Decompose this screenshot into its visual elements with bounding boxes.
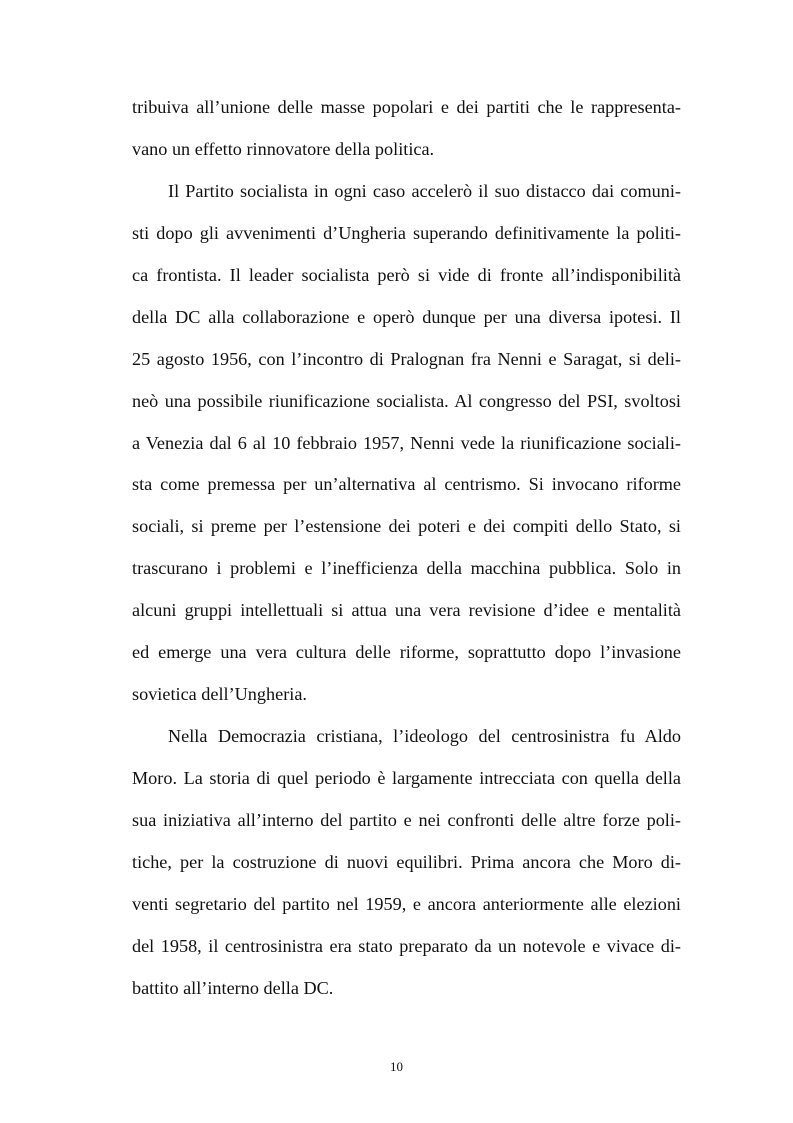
text-line: sovietica dell’Ungheria. [132,684,307,705]
text-line: sta come premessa per un’alternativa al centrismo. Si invocano riforme [132,474,681,495]
text-line: neò una possibile riunificazione socialista. Al congresso del PSI, svoltosi [132,390,681,411]
body-text [132,87,681,1010]
text-line: battito all’interno della DC. [132,977,334,998]
text-line: Il Partito socialista in ogni caso accelerò il suo distacco dai comuni- [168,180,681,201]
text-line: Moro. La storia di quel periodo è largamente intrecciata con quella della [132,768,681,788]
text-line: tribuiva all’unione delle masse popolari e dei partiti che le rappresenta- [132,97,681,117]
text-line: del 1958, il centrosinistra era stato preparato da un notevole e vivace di- [132,935,681,956]
text-line: Nella Democrazia cristiana, l’ideologo del centrosinistra fu Aldo [168,726,681,747]
text-line: 25 agosto 1956, con l’incontro di Pralognan fra Nenni e Saragat, si deli- [132,348,681,369]
text-line: trascurano i problemi e l’inefficienza della macchina pubblica. Solo in [132,558,681,579]
text-line: a Venezia dal 6 al 10 febbraio 1957, Nenni vede la riunificazione sociali- [132,432,681,453]
text-line: alcuni gruppi intellettuali si attua una vera revisione d’idee e mentalità [132,600,681,621]
text-line: sti dopo gli avvenimenti d’Ungheria superando definitivamente la politi- [132,222,681,243]
text-line: vano un effetto rinnovatore della politica. [132,138,435,159]
text-line: ca frontista. Il leader socialista però si vide di fronte all’indisponibilità [132,264,681,285]
text-line: sociali, si preme per l’estensione dei poteri e dei compiti dello Stato, si [132,516,681,537]
text-line: della DC alla collaborazione e operò dunque per una diversa ipotesi. Il [132,306,681,327]
text-line: sua iniziativa all’interno del partito e nei confronti delle altre forze poli- [132,809,681,830]
page-number: 10 [390,1059,403,1074]
text-line: tiche, per la costruzione di nuovi equilibri. Prima ancora che Moro di- [132,851,681,872]
text-line: venti segretario del partito nel 1959, e ancora anteriormente alle elezioni [132,893,681,914]
text-line: ed emerge una vera cultura delle riforme, soprattutto dopo l’invasione [132,642,681,663]
